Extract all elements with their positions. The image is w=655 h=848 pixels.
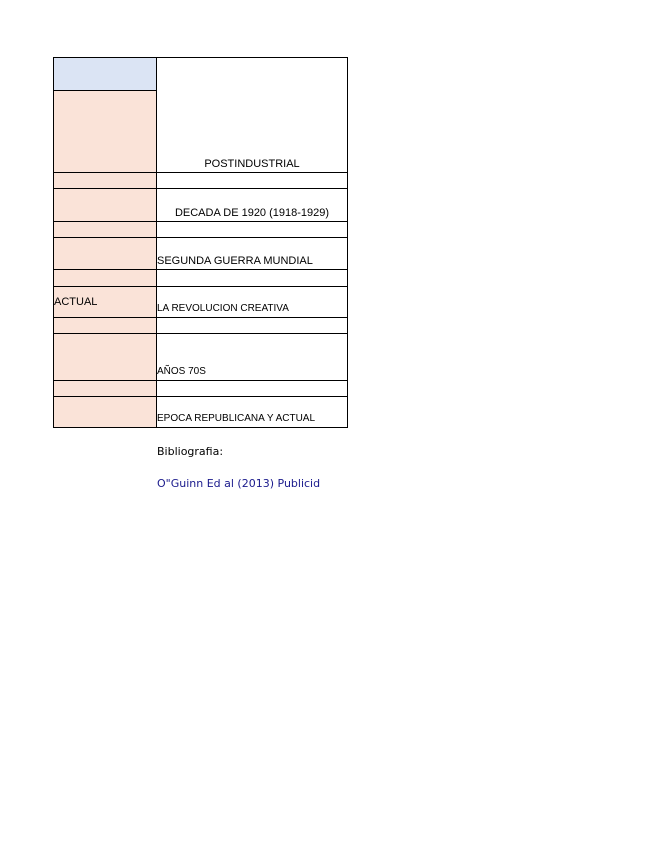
table-cell-right[interactable]: DECADA DE 1920 (1918-1929): [157, 189, 348, 222]
table-cell-right[interactable]: SEGUNDA GUERRA MUNDIAL: [157, 238, 348, 270]
table-cell-right[interactable]: [157, 173, 348, 189]
table-cell-left[interactable]: [54, 397, 157, 428]
table-cell-right[interactable]: AÑOS 70S: [157, 334, 348, 381]
table-row: [54, 318, 348, 334]
table-row: [54, 381, 348, 397]
table-row: [54, 397, 348, 428]
table-row: [54, 173, 348, 189]
table-cell-left[interactable]: [54, 173, 157, 189]
table-row: [54, 287, 348, 318]
table-cell-right[interactable]: [157, 270, 348, 287]
table-row: [54, 222, 348, 238]
table-cell-right[interactable]: [157, 222, 348, 238]
table-cell-right[interactable]: [157, 318, 348, 334]
table-cell-left[interactable]: [54, 238, 157, 270]
table-row: [54, 238, 348, 270]
table-row: [54, 334, 348, 381]
table-cell-left[interactable]: [54, 381, 157, 397]
bibliography-reference[interactable]: O"Guinn Ed al (2013) Publicid: [157, 477, 321, 490]
table-cell-left[interactable]: [54, 318, 157, 334]
table-row: [54, 189, 348, 222]
table-cell-right[interactable]: POSTINDUSTRIAL: [157, 58, 348, 173]
table-row: [54, 58, 348, 91]
table-cell-left[interactable]: [54, 91, 157, 173]
table-cell-left[interactable]: ACTUAL: [54, 287, 157, 318]
table-cell-right[interactable]: EPOCA REPUBLICANA Y ACTUAL: [157, 397, 348, 428]
table-cell-right[interactable]: LA REVOLUCION CREATIVA: [157, 287, 348, 318]
table-cell-left[interactable]: [54, 58, 157, 91]
timeline-table: [53, 57, 348, 428]
bibliography-label: Bibliografia:: [157, 445, 224, 458]
table-cell-right[interactable]: [157, 381, 348, 397]
table-cell-left[interactable]: [54, 222, 157, 238]
table-cell-left[interactable]: [54, 334, 157, 381]
table-cell-left[interactable]: [54, 189, 157, 222]
table-row: [54, 270, 348, 287]
table-cell-left[interactable]: [54, 270, 157, 287]
